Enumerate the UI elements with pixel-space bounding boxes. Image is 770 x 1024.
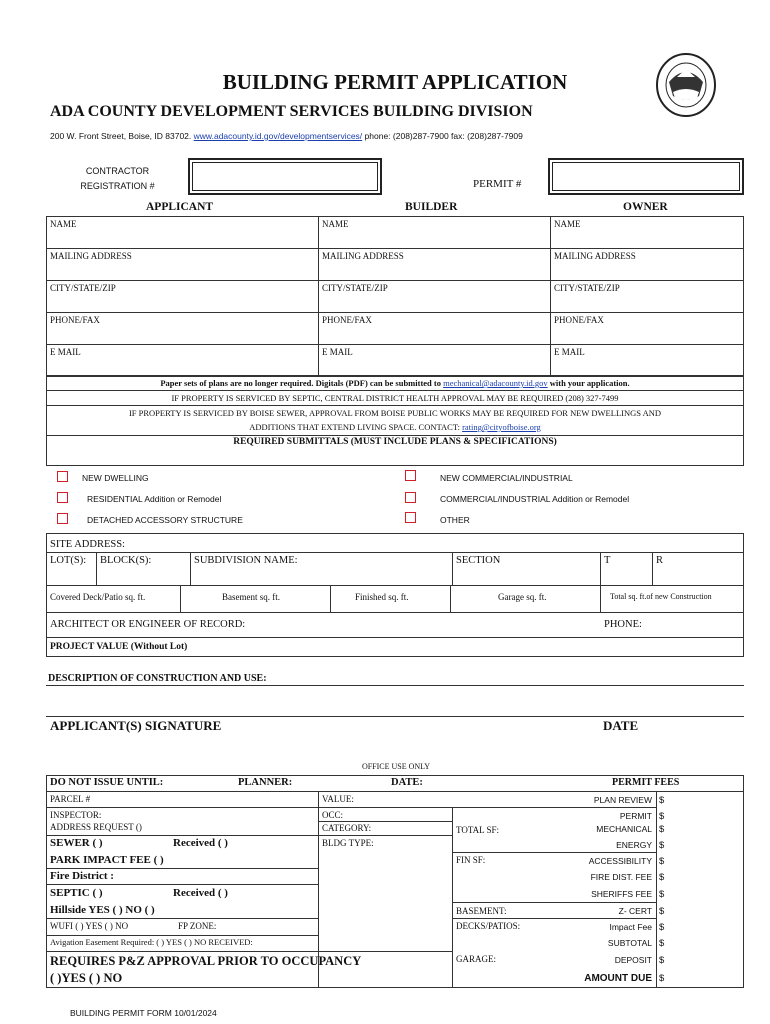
planner-label: PLANNER: bbox=[238, 777, 293, 788]
owner-name-field[interactable]: NAME bbox=[554, 219, 581, 229]
site-address-field[interactable]: SITE ADDRESS: bbox=[50, 539, 125, 550]
address-request-field[interactable]: ADDRESS REQUEST () bbox=[50, 822, 142, 832]
mechanical-email-link[interactable]: mechanical@adacounty.id.gov bbox=[443, 378, 548, 388]
fee-amount-field[interactable]: $ bbox=[659, 872, 665, 883]
fee-amount-field[interactable]: $ bbox=[659, 906, 665, 917]
form-title: BUILDING PERMIT APPLICATION bbox=[222, 70, 568, 94]
septic-received-field[interactable]: Received ( ) bbox=[173, 887, 228, 899]
contractor-registration-field[interactable] bbox=[188, 158, 382, 195]
fee-amount-field[interactable]: $ bbox=[659, 795, 665, 806]
parties-table bbox=[46, 216, 744, 376]
lots-field[interactable]: LOT(S): bbox=[50, 555, 87, 566]
contact-line bbox=[50, 131, 523, 141]
builder-address-field[interactable]: MAILING ADDRESS bbox=[322, 251, 404, 261]
total-sf-field[interactable]: TOTAL SF: bbox=[456, 825, 500, 835]
new-dwelling-label: NEW DWELLING bbox=[82, 473, 149, 483]
fee-amount-field[interactable]: $ bbox=[659, 856, 665, 867]
fee-label-impact-fee: Impact Fee bbox=[609, 922, 652, 932]
septic-field[interactable]: SEPTIC ( ) bbox=[50, 887, 103, 899]
section-field[interactable]: SECTION bbox=[456, 555, 501, 566]
office-address: 200 W. Front Street, Boise, ID 83702. bbox=[50, 131, 192, 141]
septic-notice: IF PROPERTY IS SERVICED BY SEPTIC, CENTRAL DISTRICT HEALTH APPROVAL MAY BE REQUIRED (208) 327-7499 bbox=[171, 393, 619, 403]
permit-number-field[interactable] bbox=[548, 158, 744, 195]
fee-label-accessibility: ACCESSIBILITY bbox=[588, 856, 652, 866]
range-field[interactable]: R bbox=[656, 555, 664, 566]
township-field[interactable]: T bbox=[604, 555, 611, 566]
residential-addition-label: RESIDENTIAL Addition or Remodel bbox=[87, 494, 222, 504]
total-sqft-field[interactable]: Total sq. ft.of new Construction bbox=[610, 592, 712, 601]
owner-phone-field[interactable]: PHONE/FAX bbox=[554, 315, 604, 325]
form-footer: BUILDING PERMIT FORM 10/01/2024 bbox=[70, 1008, 217, 1018]
do-not-issue-label: DO NOT ISSUE UNTIL: bbox=[50, 777, 164, 788]
fee-label-fire-dist-fee: FIRE DIST. FEE bbox=[590, 872, 652, 882]
fee-amount-field[interactable]: $ bbox=[659, 955, 665, 966]
required-submittals-header: REQUIRED SUBMITTALS (MUST INCLUDE PLANS & SPECIFICATIONS) bbox=[233, 437, 557, 447]
applicant-header: APPLICANT bbox=[146, 201, 214, 213]
garage-sqft-field[interactable]: Garage sq. ft. bbox=[498, 592, 547, 602]
fire-district-field[interactable]: Fire District : bbox=[50, 870, 114, 882]
owner-header: OWNER bbox=[623, 201, 668, 213]
sewer-contact: ADDITIONS THAT EXTEND LIVING SPACE. CONTACT: rating@cityofboise.org bbox=[249, 422, 541, 432]
park-impact-field[interactable]: PARK IMPACT FEE ( ) bbox=[50, 854, 164, 866]
office-use-title: OFFICE USE ONLY bbox=[361, 762, 431, 771]
pz-yes-no-field[interactable]: ( )YES ( ) NO bbox=[50, 971, 123, 985]
sewer-notice: IF PROPERTY IS SERVICED BY BOISE SEWER, APPROVAL FROM BOISE PUBLIC WORKS MAY BE REQUIRED FOR NEW DWELLINGS AND bbox=[128, 408, 662, 418]
fee-amount-field[interactable]: $ bbox=[659, 922, 665, 933]
rating-email-link[interactable]: rating@cityofboise.org bbox=[462, 422, 541, 432]
pdf-notice: Paper sets of plans are no longer required. Digitals (PDF) can be submitted to mechanical@adacounty.id.gov with your application. bbox=[160, 378, 630, 388]
occ-field[interactable]: OCC: bbox=[322, 810, 344, 820]
sewer-received-field[interactable]: Received ( ) bbox=[173, 837, 228, 849]
fee-amount-field[interactable]: $ bbox=[659, 889, 665, 900]
seal-emblem-icon bbox=[655, 52, 717, 118]
bldg-type-field[interactable]: BLDG TYPE: bbox=[322, 838, 374, 848]
owner-city-field[interactable]: CITY/STATE/ZIP bbox=[554, 283, 620, 293]
builder-header: BUILDER bbox=[405, 201, 458, 213]
parcel-field[interactable]: PARCEL # bbox=[50, 794, 91, 804]
finished-sqft-field[interactable]: Finished sq. ft. bbox=[355, 592, 409, 602]
applicant-phone-field[interactable]: PHONE/FAX bbox=[50, 315, 100, 325]
office-basement-field[interactable]: BASEMENT: bbox=[456, 906, 507, 916]
fee-amount-field[interactable]: $ bbox=[659, 840, 665, 851]
value-field[interactable]: VALUE: bbox=[322, 794, 354, 804]
fee-label-permit: PERMIT bbox=[619, 811, 652, 821]
department-name: ADA COUNTY DEVELOPMENT SERVICES BUILDING DIVISION bbox=[50, 103, 533, 120]
new-dwelling-checkbox[interactable] bbox=[57, 471, 68, 482]
detached-accessory-checkbox[interactable] bbox=[57, 513, 68, 524]
hillside-field[interactable]: Hillside YES ( ) NO ( ) bbox=[50, 904, 155, 916]
office-date-label: DATE: bbox=[391, 777, 423, 788]
requires-pz-field: REQUIRES P&Z APPROVAL PRIOR TO OCCUPANCY bbox=[50, 954, 362, 968]
fee-amount-field[interactable]: $ bbox=[659, 824, 665, 835]
fee-label-amount-due: AMOUNT DUE bbox=[584, 973, 652, 984]
fee-amount-field[interactable]: $ bbox=[659, 938, 665, 949]
website-link[interactable]: www.adacounty.id.gov/developmentservices/ bbox=[193, 131, 363, 141]
contractor-label-line1: CONTRACTOR bbox=[85, 166, 150, 176]
other-checkbox[interactable] bbox=[405, 512, 416, 523]
residential-addition-checkbox[interactable] bbox=[57, 492, 68, 503]
commercial-addition-checkbox[interactable] bbox=[405, 492, 416, 503]
builder-name-field[interactable]: NAME bbox=[322, 219, 349, 229]
avigation-field[interactable]: Avigation Easement Required: ( ) YES ( ) NO RECEIVED: bbox=[50, 937, 253, 947]
wufi-field[interactable]: WUFI ( ) YES ( ) NO bbox=[50, 921, 129, 931]
category-field[interactable]: CATEGORY: bbox=[322, 823, 372, 833]
fee-amount-field[interactable]: $ bbox=[659, 973, 665, 984]
fee-label-energy: ENERGY bbox=[616, 840, 652, 850]
subdivision-field[interactable]: SUBDIVISION NAME: bbox=[194, 555, 298, 566]
new-commercial-checkbox[interactable] bbox=[405, 470, 416, 481]
office-garage-field[interactable]: GARAGE: bbox=[456, 954, 496, 964]
applicant-name-field[interactable]: NAME bbox=[50, 219, 77, 229]
decks-patios-field[interactable]: DECKS/PATIOS: bbox=[456, 921, 521, 931]
fp-zone-field[interactable]: FP ZONE: bbox=[178, 921, 217, 931]
sewer-field[interactable]: SEWER ( ) bbox=[50, 837, 103, 849]
fee-label-plan-review: PLAN REVIEW bbox=[593, 795, 652, 805]
basement-sqft-field[interactable]: Basement sq. ft. bbox=[222, 592, 280, 602]
applicant-city-field[interactable]: CITY/STATE/ZIP bbox=[50, 283, 116, 293]
county-seal bbox=[655, 52, 717, 118]
new-commercial-label: NEW COMMERCIAL/INDUSTRIAL bbox=[440, 473, 573, 483]
fee-label-z-cert: Z- CERT bbox=[618, 906, 652, 916]
other-label: OTHER bbox=[440, 515, 470, 525]
fee-amount-field[interactable]: $ bbox=[659, 811, 665, 822]
builder-phone-field[interactable]: PHONE/FAX bbox=[322, 315, 372, 325]
inspector-field[interactable]: INSPECTOR: bbox=[50, 810, 102, 820]
detached-accessory-label: DETACHED ACCESSORY STRUCTURE bbox=[87, 515, 243, 525]
commercial-addition-label: COMMERCIAL/INDUSTRIAL Addition or Remodel bbox=[440, 494, 630, 504]
applicant-signature-field[interactable]: APPLICANT(S) SIGNATURE bbox=[50, 718, 222, 733]
description-field[interactable]: DESCRIPTION OF CONSTRUCTION AND USE: bbox=[48, 673, 267, 684]
phone-fax: phone: (208)287-7900 fax: (208)287-7909 bbox=[364, 131, 523, 141]
blocks-field[interactable]: BLOCK(S): bbox=[100, 555, 152, 566]
project-value-field[interactable]: PROJECT VALUE (Without Lot) bbox=[50, 642, 188, 652]
deck-sqft-field[interactable]: Covered Deck/Patio sq. ft. bbox=[50, 592, 146, 602]
fee-label-mechanical: MECHANICAL bbox=[596, 824, 652, 834]
permit-fees-header: PERMIT FEES bbox=[612, 777, 680, 788]
applicant-email-field[interactable]: E MAIL bbox=[50, 347, 81, 357]
fee-label-subtotal: SUBTOTAL bbox=[607, 938, 652, 948]
permit-number-label: PERMIT # bbox=[473, 178, 522, 190]
fee-label-sheriffs-fee: SHERIFFS FEE bbox=[591, 889, 652, 899]
builder-email-field[interactable]: E MAIL bbox=[322, 347, 353, 357]
builder-city-field[interactable]: CITY/STATE/ZIP bbox=[322, 283, 388, 293]
fee-label-deposit: DEPOSIT bbox=[614, 955, 652, 965]
architect-phone-field[interactable]: PHONE: bbox=[604, 619, 642, 630]
applicant-address-field[interactable]: MAILING ADDRESS bbox=[50, 251, 132, 261]
signature-date-field[interactable]: DATE bbox=[603, 718, 639, 733]
fin-sf-field[interactable]: FIN SF: bbox=[456, 855, 486, 865]
owner-email-field[interactable]: E MAIL bbox=[554, 347, 585, 357]
owner-address-field[interactable]: MAILING ADDRESS bbox=[554, 251, 636, 261]
architect-field[interactable]: ARCHITECT OR ENGINEER OF RECORD: bbox=[50, 619, 246, 630]
contractor-label-line2: REGISTRATION # bbox=[80, 181, 155, 191]
